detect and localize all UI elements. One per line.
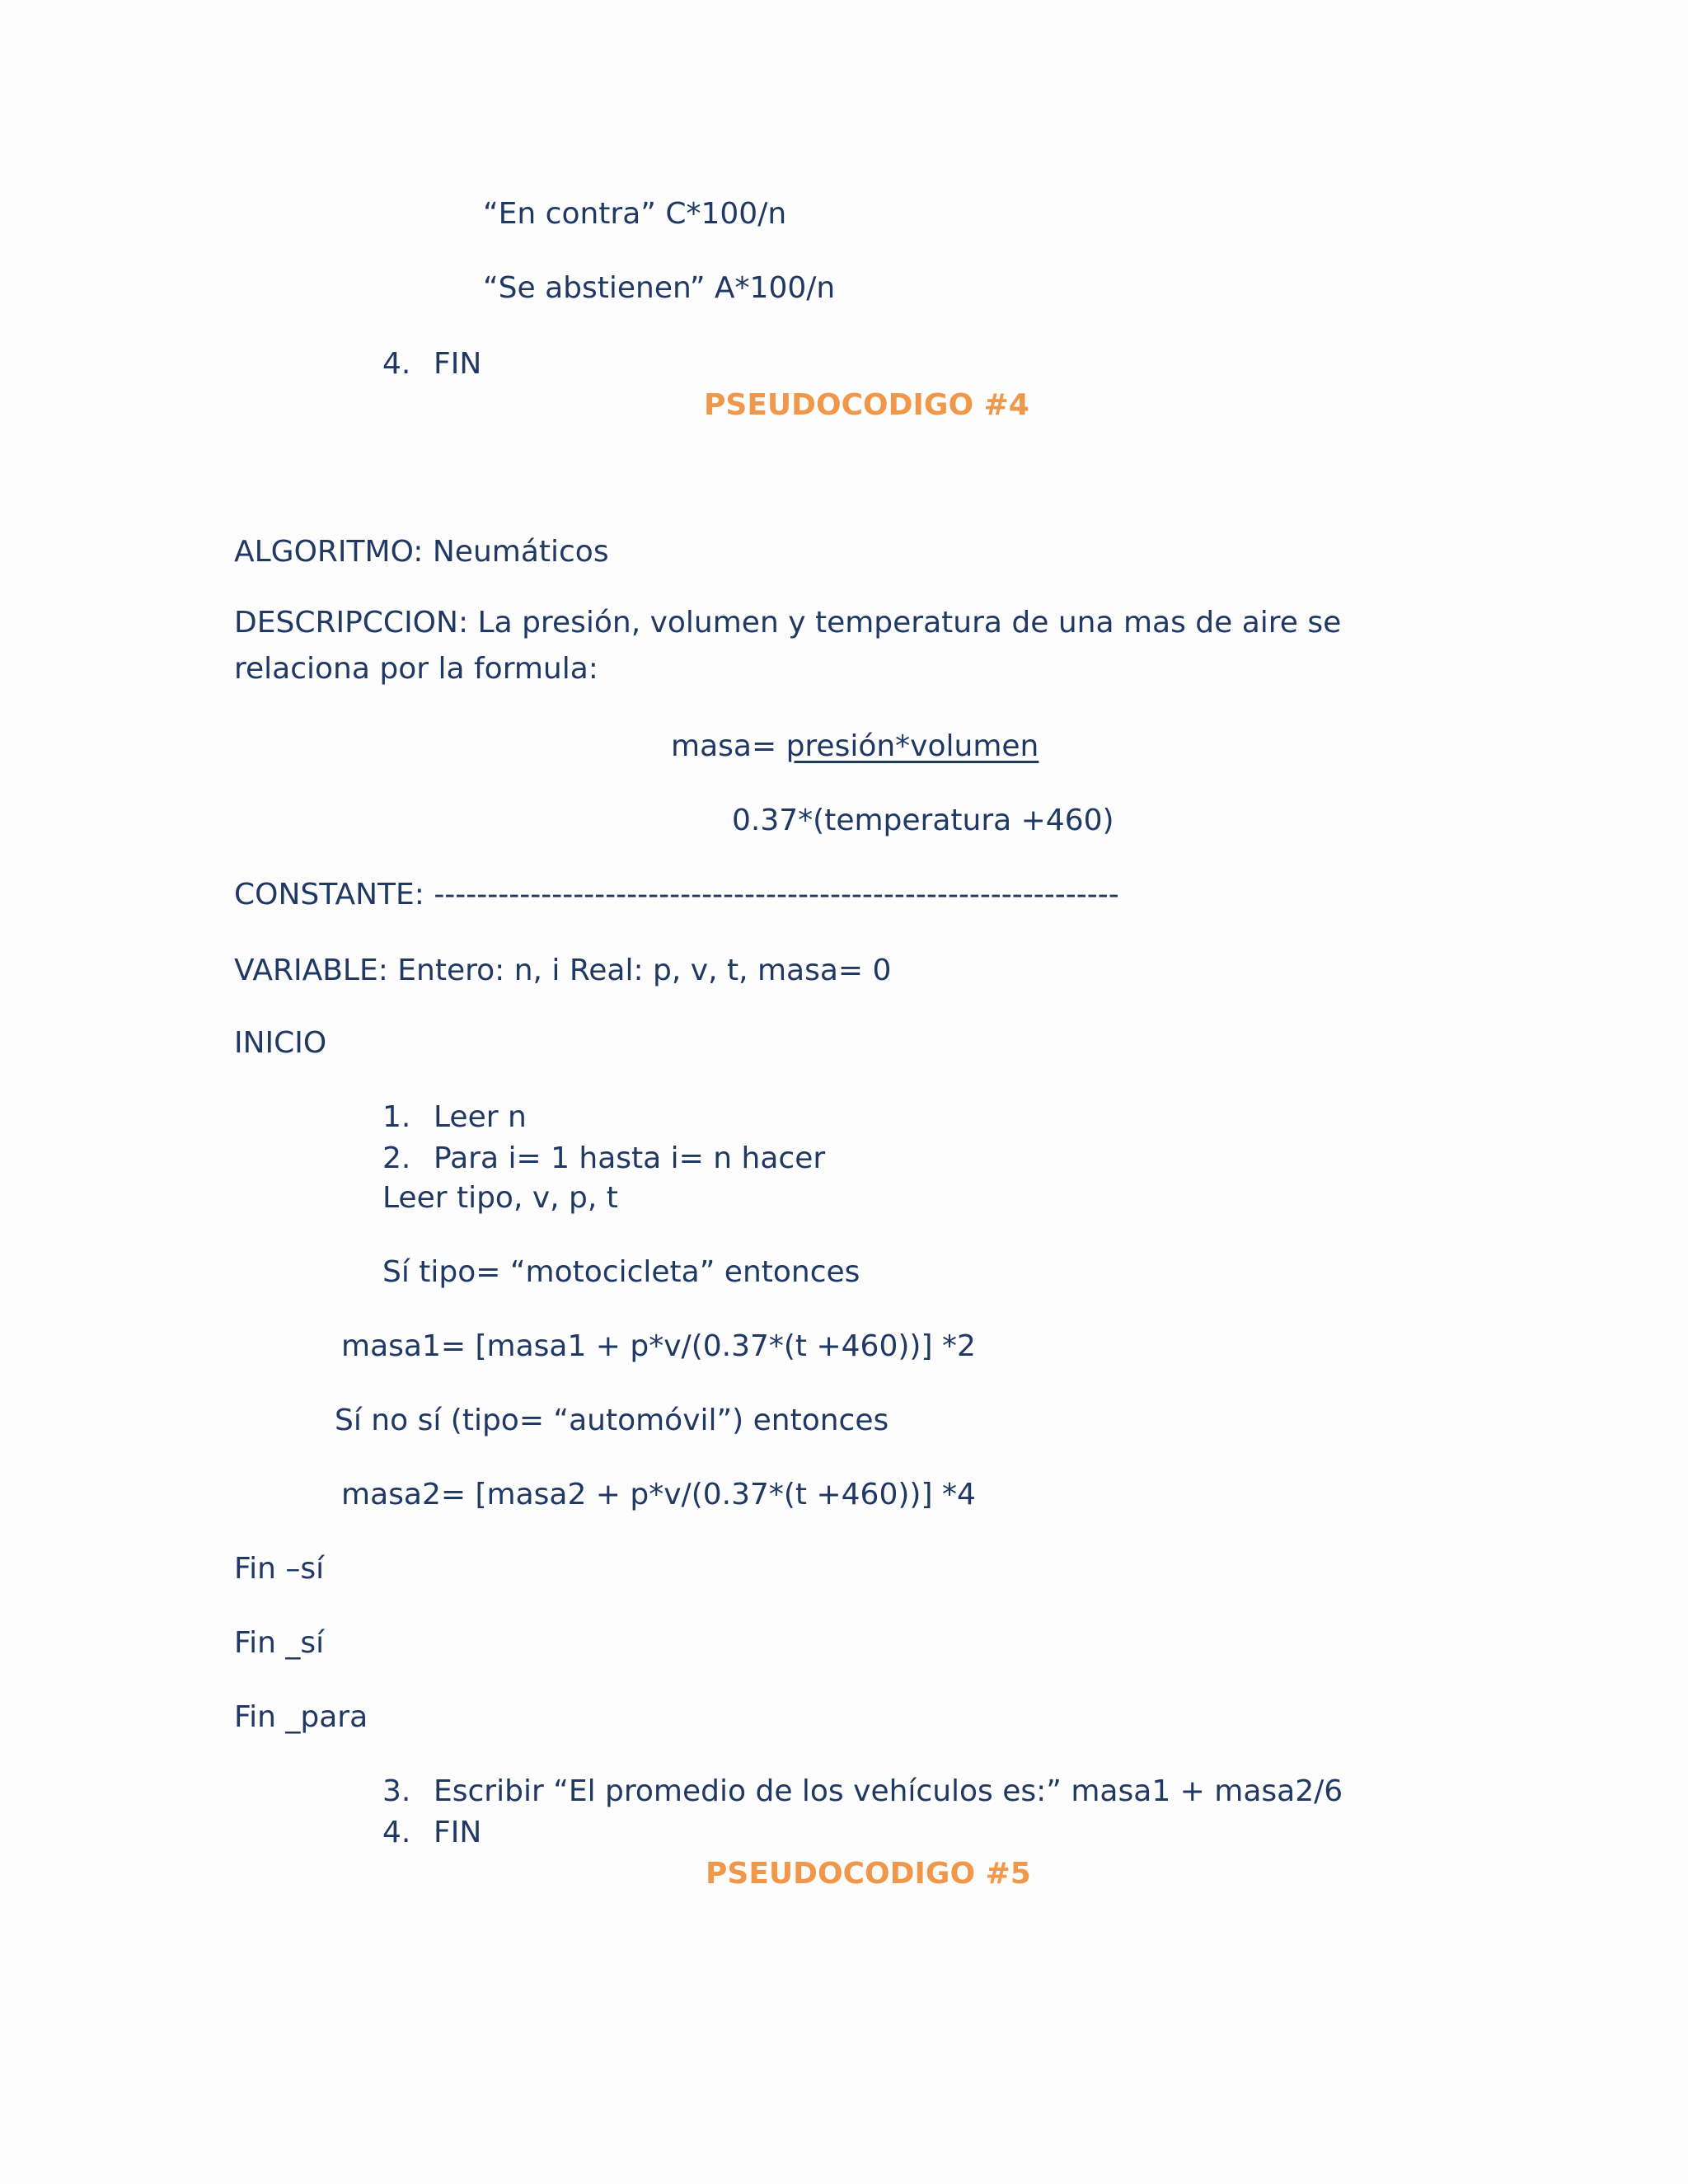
- prev-step-4: [382, 346, 481, 382]
- formula-denominator: 0.37*(temperatura +460): [732, 804, 1114, 837]
- step-4: [382, 1815, 481, 1851]
- prev-step-4-text: FIN: [434, 347, 482, 381]
- step-3: [382, 1774, 1343, 1810]
- step-1: [382, 1099, 527, 1136]
- formula-numerator-line: [671, 729, 1039, 765]
- heading-pseudocodigo-4: PSEUDOCODIGO #4: [704, 388, 1029, 422]
- masa1-line: masa1= [masa1 + p*v/(0.37*(t +460))] *2: [341, 1329, 976, 1363]
- step-1-text: Leer n: [434, 1100, 527, 1134]
- en-contra-line: “En contra” C*100/n: [483, 197, 787, 231]
- step-1-number: 1.: [382, 1100, 411, 1134]
- descripcion-paragraph: DESCRIPCCION: La presión, volumen y temperatura de una mas de aire se relaciona por la formula:: [234, 606, 1342, 686]
- step-2-text: Para i= 1 hasta i= n hacer: [434, 1141, 826, 1175]
- step-4-number: 4.: [382, 1816, 411, 1849]
- leer-tipo-line: Leer tipo, v, p, t: [382, 1181, 618, 1215]
- step-3-number: 3.: [382, 1774, 411, 1808]
- masa2-line: masa2= [masa2 + p*v/(0.37*(t +460))] *4: [341, 1478, 976, 1511]
- step-4-text: FIN: [434, 1816, 482, 1849]
- formula-numerator: presión*volumen: [785, 729, 1039, 763]
- fin-si-2-line: Fin _sí: [234, 1626, 325, 1660]
- heading-pseudocodigo-5: PSEUDOCODIGO #5: [706, 1857, 1031, 1891]
- step-2-number: 2.: [382, 1141, 411, 1175]
- formula-lhs: masa=: [671, 729, 786, 763]
- fin-para-line: Fin _para: [234, 1700, 368, 1734]
- step-3-text: Escribir “El promedio de los vehículos es:” masa1 + masa2/6: [434, 1774, 1343, 1808]
- variable-line: VARIABLE: Entero: n, i Real: p, v, t, masa= 0: [234, 954, 892, 987]
- si-motocicleta-line: Sí tipo= “motocicleta” entonces: [382, 1255, 860, 1289]
- step-2: [382, 1141, 825, 1177]
- prev-step-4-number: 4.: [382, 347, 411, 381]
- constante-line: CONSTANTE: ----------------------------------------------------------------: [234, 878, 1119, 912]
- fin-si-1-line: Fin –sí: [234, 1552, 325, 1586]
- se-abstienen-line: “Se abstienen” A*100/n: [483, 271, 836, 305]
- algoritmo-line: ALGORITMO: Neumáticos: [234, 535, 609, 569]
- inicio-line: INICIO: [234, 1026, 327, 1060]
- si-no-automovil-line: Sí no sí (tipo= “automóvil”) entonces: [335, 1404, 889, 1437]
